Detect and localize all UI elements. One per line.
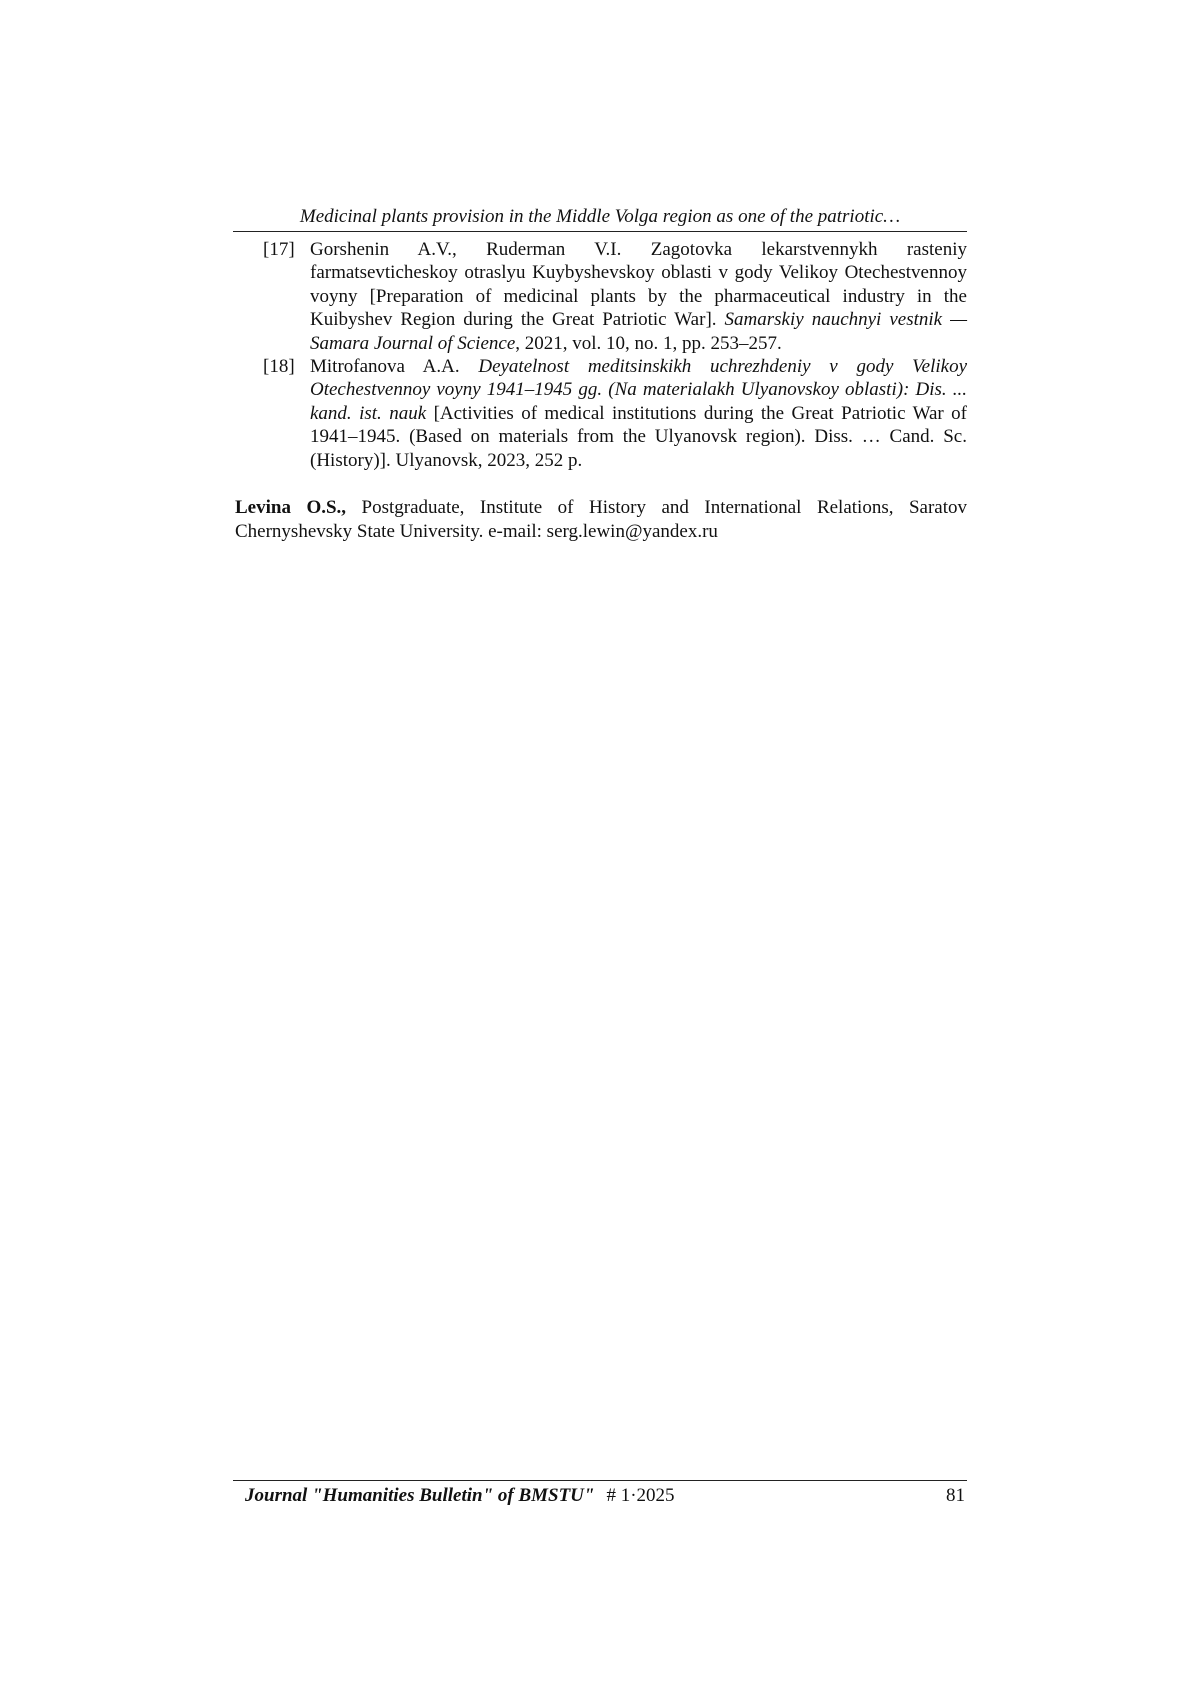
reference-number: [18] — [263, 356, 295, 378]
page-number: 81 — [946, 1485, 965, 1506]
issue-number: # 1·2025 — [606, 1485, 675, 1506]
reference-details: [Activities of medical institutions during the Great Patriotic War of 1941–1945. (Based on materials from the Ulyanovsk region). Diss. … Cand. Sc. (History)]. Ulyanovsk, 2023, 252 p. — [310, 402, 967, 471]
journal-name: Journal "Humanities Bulletin" of BMSTU" — [245, 1485, 595, 1506]
author-description: Postgraduate, Institute of History and International Relations, Saratov Chernyshevsky State University. e-mail: serg.lewin@yandex.ru — [235, 497, 967, 542]
footer-divider — [233, 1480, 967, 1481]
reference-item-17 — [263, 238, 967, 355]
author-name: Levina O.S., — [235, 497, 347, 518]
page-footer — [245, 1484, 965, 1508]
reference-thesis-title: Deyatelnost meditsinskikh uchrezhdeniy v gody Velikoy Otechestvennoy voyny 1941–1945 gg. (Na materialakh Ulyanovskoy oblasti): Dis. ... kand. ist. nauk — [310, 356, 967, 424]
reference-text: Gorshenin A.V., Ruderman V.I. Zagotovka lekarstvennykh rasteniy farmatsevticheskoy otraslyu Kuybyshevskoy oblasti v gody Velikoy Otechestvennoy voyny [Preparation of medicinal plants by the pharmaceutical industry in the Kuibyshev Region during the Great Patriotic War]. — [310, 239, 967, 331]
author-info — [235, 496, 967, 544]
reference-details: , 2021, vol. 10, no. 1, pp. 253–257. — [515, 332, 782, 354]
running-header: Medicinal plants provision in the Middle Volga region as one of the patriotic… — [299, 206, 901, 227]
reference-journal-title: Samarskiy nauchnyi vestnik — Samara Journal of Science — [310, 309, 967, 354]
reference-item-18 — [263, 355, 967, 472]
header-divider — [233, 231, 967, 232]
reference-list — [263, 238, 967, 472]
reference-author: Mitrofanova A.A. — [310, 356, 479, 378]
reference-number: [17] — [263, 239, 295, 260]
